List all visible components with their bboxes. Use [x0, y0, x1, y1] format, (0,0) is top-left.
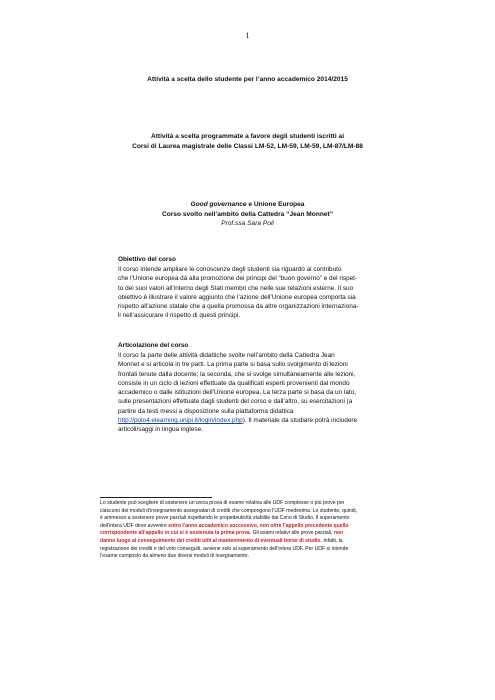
- structure-line: articoli/saggi in lingua inglese.: [118, 426, 203, 434]
- footnote-text: dell’intera UDF deve avvenire: [100, 522, 169, 529]
- objective-line: obiettivo è illustrare il valore aggiunto che l’azione dell’Unione europea comporta sia: [118, 293, 356, 301]
- structure-section: [118, 342, 384, 435]
- subtitle-line-2: Corsi di Laurea magistrale delle Classi LM-52, LM-59, LM-59, LM-87/LM-88: [132, 142, 363, 150]
- footnote-line: l’esame composto da almeno due diversi moduli di insegnamento.: [100, 553, 249, 560]
- course-header: [80, 200, 415, 229]
- footnote-highlight: danno luogo al conseguimento dei crediti utili al mantenimento di eventuali borse di studio: [100, 537, 321, 544]
- course-title-rest: e Unione Europea: [246, 201, 305, 208]
- footnote-line: registrazione dei crediti e del voto conseguiti, avviene solo al superamento dell’intera UDF. Per UDF si intende: [100, 545, 349, 552]
- footnote-text: . Gli esami relativi alle prove parziali,: [249, 530, 334, 537]
- course-chair: Corso svolto nell’ambito della Cattedra “Jean Monnet”: [161, 210, 334, 218]
- structure-line: consiste in un ciclo di lezioni effettuate da qualificati esperti provenienti dal mondo: [118, 379, 350, 387]
- course-title: [80, 200, 415, 210]
- objective-line: li nell’assicurare il rispetto di questi principi.: [118, 312, 241, 320]
- document-title: Attività a scelta dello studente per l’anno accademico 2014/2015: [147, 76, 348, 83]
- footnote-line: ciascuno dei moduli d’insegnamento assegnatari di crediti che compongono l’UDF medesima. Lo studente, quindi,: [100, 507, 358, 514]
- footnote: [100, 500, 400, 561]
- objective-heading: Obiettivo del corso: [118, 256, 176, 263]
- subtitle-line-1: Attività a scelta programmate a favore degli studenti iscritti ai: [150, 133, 345, 140]
- structure-heading: Articolazione del corso: [118, 342, 189, 349]
- structure-line: accademico o dalle istituzioni dell’Unione europea. La terza parte si basa da un lato,: [118, 389, 357, 397]
- course-professor: Prof.ssa Sara Poli: [221, 220, 274, 228]
- footnote-divider: [100, 497, 212, 498]
- footnote-line: [100, 530, 400, 538]
- structure-line: sulle presentazioni effettuate dagli studenti del corso e dall’altro, su esercitazioni (a: [118, 398, 353, 406]
- footnote-highlight: entro l’anno accademico successivo, non oltre l’appello precedente quello: [168, 522, 349, 529]
- objective-line: rispetto all’azione statale che a quella promossa da altre organizzazioni internaziona-: [118, 303, 359, 311]
- elearning-link[interactable]: http://polo4.elearning.unipi.it/login/index.php: [118, 417, 243, 425]
- structure-line: partire da testi messi a disposizione sulla piattaforma didattica: [118, 407, 294, 415]
- structure-line: frontali tenute dalla docente; la seconda, che si svolge simultaneamente alle lezioni,: [118, 370, 356, 378]
- document-subtitle: [80, 132, 415, 151]
- structure-link-line: [118, 416, 384, 425]
- footnote-line: [100, 523, 400, 531]
- structure-line: Il corso fa parte delle attività didattiche svolte nell’ambito della Cattedra Jean: [118, 352, 335, 359]
- page-number: 1: [245, 31, 250, 40]
- structure-line: Monnet e si articola in tre parti. La prima parte si basa sullo svolgimento di lezioni: [118, 361, 348, 369]
- objective-body: [118, 265, 384, 321]
- footnote-text: . Infatti, la: [320, 537, 343, 544]
- footnote-line: [100, 538, 400, 546]
- objective-line: Il corso intende ampliare le conoscenze degli studenti sia riguardo al contributo: [118, 266, 342, 273]
- structure-body: [118, 351, 384, 435]
- footnote-line: Lo studente può scegliere di sostenere un’unica prova di esame relativa alle UDF complesse o più prove per: [100, 500, 345, 506]
- objective-line: to dei suoi valori all’interno degli Stati membri che nelle sue relazioni esterne. Il suo: [118, 284, 354, 292]
- course-title-italic: Good governance: [190, 201, 247, 208]
- footnote-highlight: non: [333, 530, 344, 537]
- footnote-highlight: corrispondente all’appello in cui si è sostenuta la prima prova: [100, 530, 250, 537]
- objective-section: [118, 256, 384, 321]
- structure-after-link: ). Il materiale da studiare potrà includere: [242, 417, 358, 425]
- objective-line: che l’Unione europea dà alla promozione dei principi del “buon governo” e del rispet-: [118, 275, 358, 283]
- footnote-line: è ammesso a sostenere prove parziali rispettando le propedeuticità stabilite dai Corsi di Studio. Il superamento: [100, 515, 350, 522]
